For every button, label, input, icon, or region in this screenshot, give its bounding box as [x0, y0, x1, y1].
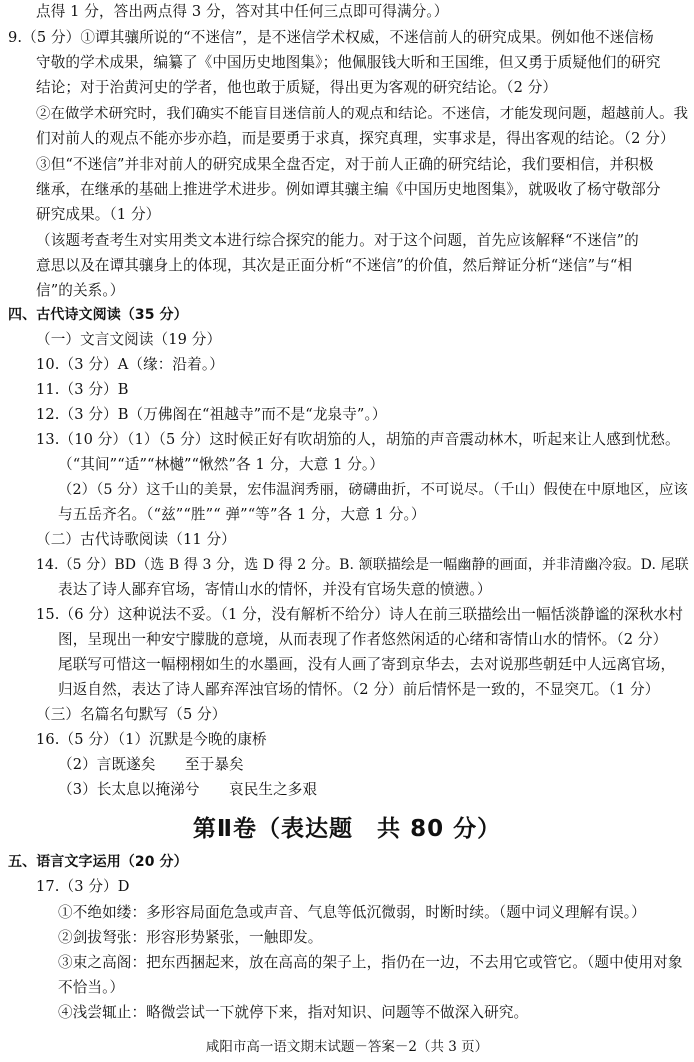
text-line: 表达了诗人鄙弃官场，寄情山水的情怀，并没有官场失意的愤懑。）: [58, 581, 492, 598]
text-line: 11.（3 分）B: [36, 381, 129, 398]
text-line: 尾联写可惜这一幅栩栩如生的水墨画，没有人画了寄到京华去，去对说那些朝廷中人远离官场，: [58, 656, 676, 673]
text-line: 14.（5 分）BD（选 B 得 3 分，选 D 得 2 分。B. 颔联描绘是一幅幽静的画面，并非清幽冷寂。D. 尾联: [36, 557, 689, 573]
volume-two-title: 第Ⅱ卷（表达题 共 80 分）: [192, 816, 502, 842]
text-line: 与五岳齐名。（“兹”“胜”“ 弹”“等”各 1 分，大意 1 分。）: [58, 506, 426, 523]
page-footer: 咸阳市高一语文期末试题－答案－2（共 3 页）: [205, 1039, 489, 1055]
text-line: 12.（3 分）B（万佛阁在“祖越寺”而不是“龙泉寺”。）: [36, 406, 387, 423]
text-line: 点得 1 分，答出两点得 3 分，答对其中任何三点即可得满分。）: [36, 3, 449, 20]
text-line: （2）（5 分）这千山的美景，宏伟温润秀丽，磅礴曲折，不可说尽。（千山）假使在中原地区，应该: [58, 482, 688, 498]
text-line: （2）言既遂矣 至于暴矣: [58, 756, 244, 773]
text-line: （3）长太息以掩涕兮 哀民生之多艰: [58, 781, 318, 798]
text-line: （三）名篇名句默写（5 分）: [36, 706, 227, 723]
text-line: 继承，在继承的基础上推进学术进步。例如谭其骧主编《中国历史地图集》，就吸收了杨守敬部分: [36, 181, 661, 198]
text-line: ④浅尝辄止：略微尝试一下就停下来，指对知识、问题等不做深入研究。: [58, 1004, 529, 1021]
section-heading: 四、古代诗文阅读（35 分）: [8, 307, 188, 323]
text-line: 10.（3 分）A（缘：沿着。）: [36, 356, 224, 373]
text-line: ③束之高阁：把东西捆起来，放在高高的架子上，指仍在一边，不去用它或管它。（题中使用对象: [58, 954, 683, 971]
text-line: 16.（5 分）（1）沉默是今晚的康桥: [36, 731, 267, 748]
text-line: 信”的关系。）: [36, 282, 125, 299]
text-line: （二）古代诗歌阅读（11 分）: [36, 531, 236, 548]
text-line: 研究成果。（1 分）: [36, 206, 161, 223]
text-line: 图，呈现出一种安宁朦胧的意境，从而表现了作者悠然闲适的心绪和寄情山水的情怀。（2 分）: [58, 631, 668, 648]
text-line: （该题考查考生对实用类文本进行综合探究的能力。对于这个问题，首先应该解释“不迷信”的: [36, 232, 639, 249]
text-line: （“其间”“适”“林樾”“愀然”各 1 分，大意 1 分。）: [58, 456, 385, 473]
text-line: 意思以及在谭其骧身上的体现，其次是正面分析“不迷信”的价值，然后辩证分析“迷信”与“相: [36, 257, 633, 274]
text-line: 归返自然，表达了诗人鄙弃浑浊官场的情怀。（2 分）前后情怀是一致的，不显突兀。（1 分）: [58, 681, 660, 698]
text-line: （一）文言文阅读（19 分）: [36, 331, 222, 348]
text-line: 17.（3 分）D: [36, 878, 130, 895]
text-line: 15.（6 分）这种说法不妥。（1 分，没有解析不给分）诗人在前三联描绘出一幅恬淡静谧的深秋水村: [36, 606, 683, 623]
section-heading: 五、语言文字运用（20 分）: [8, 854, 188, 870]
text-line: 13.（10 分）（1）（5 分）这时候正好有吹胡笳的人，胡笳的声音震动林木，听起来让人感到忧愁。: [36, 431, 680, 448]
text-line: 9.（5 分）①谭其骧所说的“不迷信”，是不迷信学术权威，不迷信前人的研究成果。例如他不迷信杨: [8, 29, 654, 46]
text-line: ③但“不迷信”并非对前人的研究成果全盘否定，对于前人正确的研究结论，我们要相信，并积极: [36, 156, 654, 173]
text-line: 结论；对于治黄河史的学者，他也敢于质疑，得出更为客观的研究结论。（2 分）: [36, 79, 558, 96]
text-line: ②在做学术研究时，我们确实不能盲目迷信前人的观点和结论。不迷信，才能发现问题，超越前人。我: [36, 106, 689, 122]
text-line: 守敬的学术成果，编纂了《中国历史地图集》；他佩服钱大昕和王国维，但又勇于质疑他们的研究: [36, 54, 661, 71]
text-line: 不恰当。）: [58, 979, 125, 996]
text-line: 们对前人的观点不能亦步亦趋，而是要勇于求真，探究真理，实事求是，得出客观的结论。（2 分）: [36, 130, 675, 147]
text-line: ①不绝如缕：多形容局面危急或声音、气息等低沉微弱，时断时续。（题中词义理解有误。）: [58, 904, 646, 921]
text-line: ②剑拔弩张：形容形势紧张，一触即发。: [58, 929, 323, 946]
